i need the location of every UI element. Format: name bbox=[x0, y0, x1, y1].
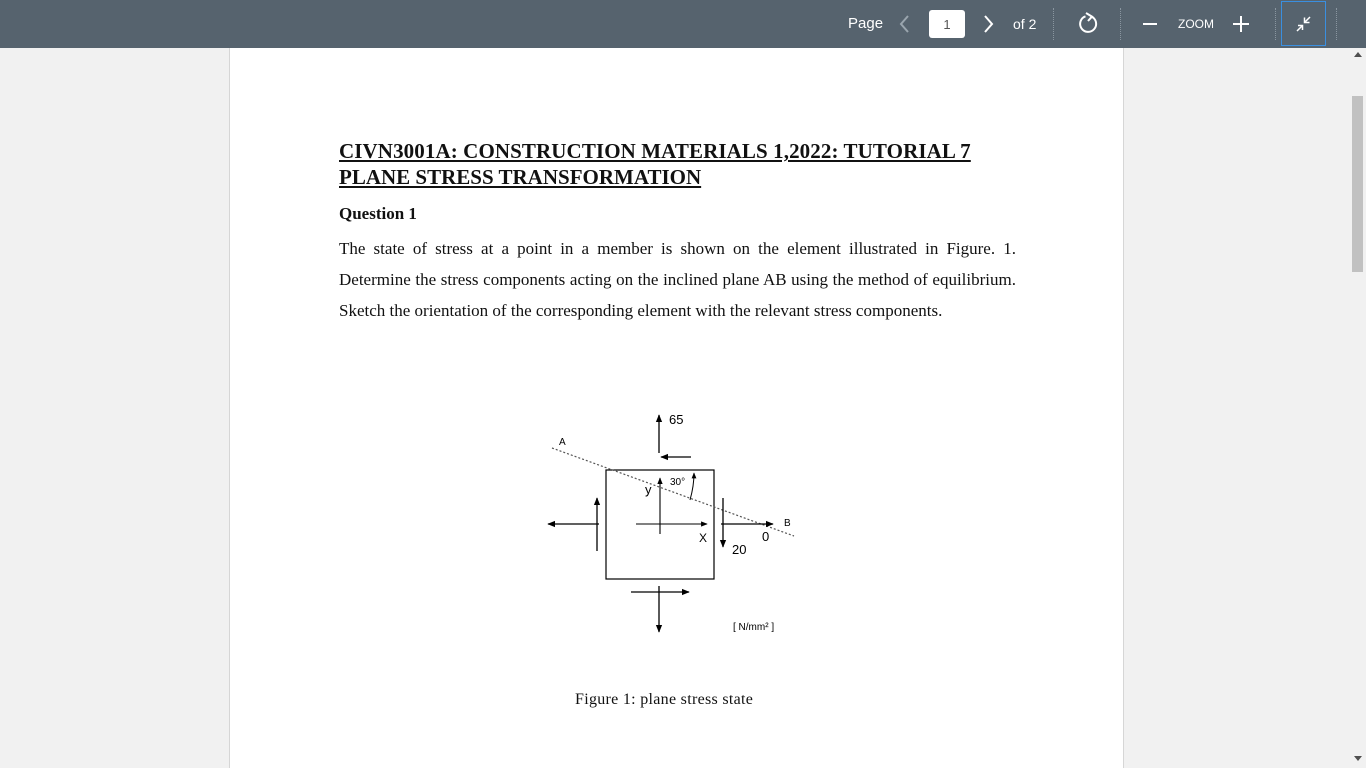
toolbar-divider bbox=[1336, 8, 1337, 40]
toolbar-divider bbox=[1275, 8, 1276, 40]
question-heading: Question 1 bbox=[339, 204, 417, 223]
document-title-line-1: CIVN3001A: CONSTRUCTION MATERIALS 1,2022: TUTORIAL 7 bbox=[339, 139, 971, 163]
scroll-up-icon[interactable] bbox=[1354, 52, 1362, 57]
next-page-button[interactable] bbox=[980, 13, 996, 40]
chevron-left-icon bbox=[897, 13, 913, 35]
units-label: [ N/mm² ] bbox=[733, 622, 775, 633]
scrollbar-thumb[interactable] bbox=[1352, 96, 1363, 272]
chevron-right-icon bbox=[980, 13, 996, 35]
previous-page-button[interactable] bbox=[897, 13, 913, 40]
toolbar-divider bbox=[1053, 8, 1054, 40]
zoom-out-button[interactable] bbox=[1141, 14, 1159, 39]
toolbar-divider bbox=[1120, 8, 1121, 40]
document-viewer[interactable] bbox=[0, 48, 1350, 768]
question-text: The state of stress at a point in a member is shown on the element illustrated in Figure. 1. Determine the stress components acting on the inclined plane AB using the method of equilibrium. Sketch the orientation of the corresponding element with the relevant stress components. bbox=[339, 239, 1016, 320]
stress-65-label: 65 bbox=[669, 412, 684, 427]
rotate-icon bbox=[1076, 12, 1100, 36]
zoom-label: ZOOM bbox=[1178, 17, 1214, 31]
stress-0-label: 0 bbox=[762, 529, 770, 544]
stress-element-figure bbox=[546, 406, 806, 638]
exit-fullscreen-button[interactable] bbox=[1281, 1, 1326, 46]
angle-label: 30° bbox=[670, 477, 686, 488]
angle-arc bbox=[690, 473, 694, 500]
plane-ab-line bbox=[552, 448, 794, 536]
vertical-scrollbar[interactable] bbox=[1350, 48, 1366, 768]
page-number-input[interactable] bbox=[929, 10, 965, 38]
page-count-label: of 2 bbox=[1013, 16, 1037, 32]
plus-icon bbox=[1231, 13, 1251, 35]
rotate-button[interactable] bbox=[1076, 12, 1100, 41]
collapse-icon bbox=[1282, 2, 1325, 45]
zoom-in-button[interactable] bbox=[1231, 13, 1251, 40]
y-axis-label: y bbox=[645, 482, 652, 497]
stress-20-label: 20 bbox=[732, 542, 747, 557]
figure-caption: Figure 1: plane stress state bbox=[575, 691, 754, 708]
scroll-down-icon[interactable] bbox=[1354, 756, 1362, 761]
pdf-toolbar bbox=[0, 0, 1366, 48]
page-label: Page bbox=[848, 15, 884, 32]
x-axis-label: X bbox=[699, 531, 708, 545]
minus-icon bbox=[1141, 14, 1159, 34]
pdf-page bbox=[229, 48, 1124, 768]
document-title-line-2: PLANE STRESS TRANSFORMATION bbox=[339, 165, 702, 189]
point-b-label: B bbox=[784, 518, 791, 529]
point-a-label: A bbox=[559, 437, 566, 448]
